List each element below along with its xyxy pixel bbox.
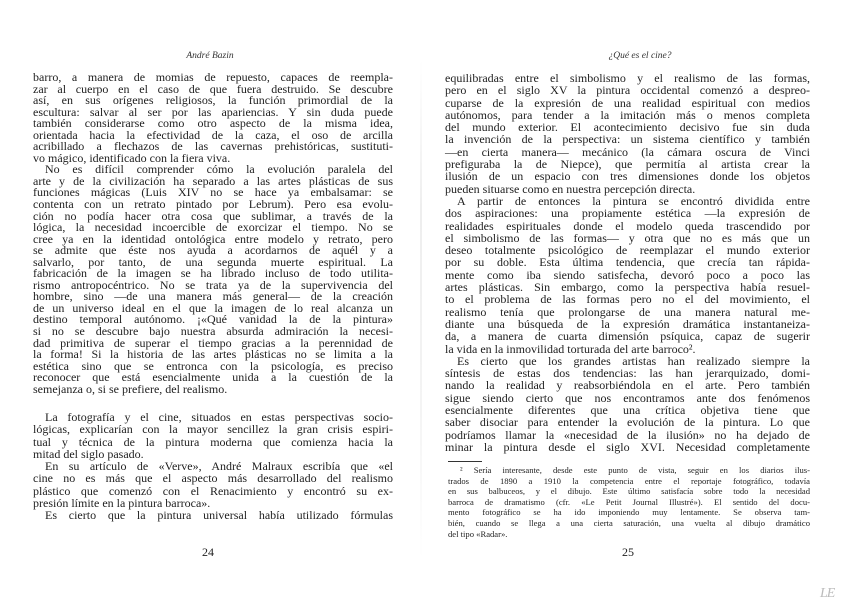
page-number: 24	[202, 545, 214, 559]
text-line: así, en sus orígenes religiosos, la función primordial de la	[33, 93, 393, 108]
text-line: vo mágico, identificado con la fiera viva.	[33, 150, 231, 165]
text-line: funciones mágicas (Luis XIV no se hace ya embalsamar: se	[33, 185, 393, 200]
handwritten-margin-note: LE	[820, 586, 835, 601]
body-text-block	[33, 411, 393, 522]
text-line: síntesis de estas dos tendencias: las han jerarquizado, domi-	[445, 366, 810, 381]
text-line: No es difícil comprender cómo la evolución paralela del	[45, 162, 393, 177]
text-line: cine no es más que el aspecto más desarrollado del realismo	[33, 471, 393, 486]
paragraph	[33, 460, 393, 509]
text-line: estética sino que se entronca con la psicología, es preciso	[33, 358, 393, 373]
text-line: ilusión de un espacio con tres dimensiones donde los objetos	[445, 169, 810, 184]
text-line: plástico que comenzó con el Renacimiento y encontró su ex-	[33, 483, 393, 498]
paragraph	[445, 195, 810, 355]
text-line: hombre, sino —de una manera más general— de la creación	[33, 289, 393, 304]
text-line: En su artículo de «Verve», André Malraux escribía que «el	[45, 459, 393, 474]
text-line: zar al cuerpo en el caso de que fuera destruido. Se descubre	[33, 81, 393, 96]
paragraph	[33, 164, 393, 395]
book-gutter	[420, 60, 422, 560]
text-line: semejanza o, si se prefiere, del realismo.	[33, 381, 228, 396]
running-head-author: André Bazin	[186, 51, 234, 61]
paragraph	[33, 72, 393, 164]
paragraph	[445, 72, 810, 195]
text-line: saber disociar para entender la evolución de la pintura. Lo que	[445, 415, 810, 430]
footnote	[448, 465, 810, 539]
text-line: orientada hacia la efectividad de la caza, el oso de arcilla	[33, 127, 393, 142]
paragraph	[33, 509, 393, 521]
text-line: se admite que éste nos ayuda a acordarnos de aquél y a	[33, 243, 393, 258]
text-line: el simbolismo de las formas— y otra que no es más que un	[445, 230, 810, 245]
text-line: contenta con un retrato pintado por Lebrum). Pero esa evolu-	[33, 197, 393, 212]
text-line: la forma! Si la historia de las artes plásticas no se limita a la	[33, 347, 393, 362]
footnote-line: barroca de dramatismo (cfr. «Le Petit Journal Illustré»). El sentido del docu-	[448, 496, 810, 507]
text-line: si no se descubre bajo nuestra absurda admiración la necesi-	[33, 324, 393, 339]
right-page	[424, 0, 848, 612]
text-line: tual y técnica de la pintura moderna que comienza hacia la	[33, 434, 393, 449]
text-line: arte y de la civilización ha separado a las artes plásticas de sus	[33, 173, 393, 188]
text-line: ción no podía hacer otra cosa que sublimar, a través de la	[33, 208, 393, 223]
text-line: Es cierto que los grandes artistas han realizado siempre la	[457, 353, 810, 368]
paragraph	[445, 355, 810, 453]
text-line: artes plásticas. Sin embargo, como la perspectiva había resuel-	[445, 280, 810, 295]
text-line: minar la pintura desde el siglo XVI. Necesidad completamente	[445, 439, 810, 454]
text-line: equilibradas entre el simbolismo y el realismo de las formas,	[445, 71, 810, 85]
page-number: 25	[622, 545, 634, 559]
text-line: rismo antropocéntrico. No se trata ya de la supervivencia del	[33, 277, 393, 292]
text-line: —en cierta manera— mecánico (la cámara oscura de Vinci	[445, 144, 810, 159]
text-line: acribillado a flechazos de las cavernas prehistóricas, sustituti-	[33, 139, 393, 154]
footnote-line: en sus balbuceos, y el dibujo. Este último satisfacía sobre todo la necesidad	[448, 486, 810, 497]
text-line: diante una búsqueda de la expresión dramática instantaneiza-	[445, 316, 810, 331]
text-line: to el problema de las formas pero no el del movimiento, el	[445, 292, 810, 307]
paragraph	[33, 411, 393, 460]
text-line: deseo totalmente psicológico de reemplazar el mundo exterior	[445, 243, 810, 258]
text-line: lógica, la necesidad incoercible de exorcizar el tiempo. No se	[33, 220, 393, 235]
text-line: escultura: salvar al ser por las apariencias. Y sin duda puede	[33, 104, 393, 119]
footnote-divider	[448, 461, 482, 462]
text-line: autónomos, para tender a la imitación más o menos completa	[445, 107, 810, 122]
text-line: nando la realidad y reabsorbiéndola en el arte. Pero también	[445, 378, 810, 393]
text-line: cuparse de la expresión de una realidad espiritual con medios	[445, 95, 810, 110]
text-line: la invención de la perspectiva: un sistema científico y también	[445, 132, 810, 147]
text-line: barro, a manera de momias de repuesto, capaces de reempla-	[33, 70, 393, 84]
text-line: pero en el siglo XV la pintura occidental comenzó a despreo-	[445, 83, 810, 98]
text-line: también considerarse como otro aspecto de la misma idea,	[33, 116, 393, 131]
footnote-line: trados de 1890 a 1910 la competencia entre el reportaje fotográfico, todavía	[448, 475, 810, 486]
text-line: dad primitiva de superar el tiempo gracias a la perennidad de	[33, 335, 393, 350]
footnote-line: mento fotográfico se ha ido imponiendo muy lentamente. Se observa tam-	[448, 507, 810, 518]
text-line: reconocer que está esencialmente unida a la cuestión de la	[33, 370, 393, 385]
left-page	[0, 0, 420, 612]
footnote-line: ² Sería interesante, desde este punto de vista, seguir en los diarios ilus-	[460, 465, 810, 475]
text-line: fabricación de la imagen se ha librado incluso de todo utilita-	[33, 266, 393, 281]
text-line: Es cierto que la pintura universal había utilizado fórmulas	[45, 508, 393, 523]
body-text-block	[445, 72, 810, 453]
text-line: mitad del siglo pasado.	[33, 446, 144, 461]
text-line: prefiguraba la de Niepce), que permitía al artista crear la	[445, 157, 810, 172]
text-line: lógicas, explicarían con la mayor sencillez la gran crisis espiri-	[33, 422, 393, 437]
body-text-block	[33, 72, 393, 395]
text-line: del mundo exterior. El acontecimiento decisivo fue sin duda	[445, 120, 810, 135]
text-line: da, a manera de cuarta dimensión psíquica, capaz de sugerir	[445, 329, 810, 344]
text-line: realidades espirituales donde el modelo queda trascendido por	[445, 218, 810, 233]
text-line: por su doble. Esta última tendencia, que crecía tan rápida-	[445, 255, 810, 270]
text-line: salvarlo, por tanto, de una segunda muerte espiritual. La	[33, 254, 393, 269]
text-line: dos aspiraciones: una propiamente estética —la expresión de	[445, 206, 810, 221]
text-line: destino temporal autónomo. ¡«Qué vanidad la de la pintura»	[33, 312, 393, 327]
running-head-title: ¿Qué es el cine?	[608, 51, 672, 61]
footnote-line: del tipo «Radar».	[448, 528, 508, 539]
footnote-line: bién, cuando se llega a una cierta saturación, una vuelta al dibujo dramático	[448, 517, 810, 528]
text-line: la vida en la inmovilidad torturada del arte barroco².	[445, 341, 696, 356]
text-line: realismo tenía que prolongarse de una manera natural me-	[445, 304, 810, 319]
text-line: pueden situarse como en nuestra percepción directa.	[445, 181, 696, 196]
text-line: cree ya en la identidad ontológica entre modelo y retrato, pero	[33, 231, 393, 246]
text-line: A partir de entonces la pintura se encontró dividida entre	[457, 193, 810, 208]
text-line: podríamos llamar la «necesidad de la ilusión» no ha dejado de	[445, 427, 810, 442]
text-line: presión límite en la pintura barroca».	[33, 496, 211, 511]
text-line: de un universo ideal en el que la imagen de lo real alcanza un	[33, 300, 393, 315]
text-line: sigue siendo cierto que nos encontramos ante dos fenómenos	[445, 390, 810, 405]
text-line: esencialmente diferentes que una crítica objetiva tiene que	[445, 403, 810, 418]
text-line: mente como iba siendo satisfecha, devoró poco a poco las	[445, 267, 810, 282]
text-line: La fotografía y el cine, situados en estas perspectivas socio-	[45, 410, 393, 424]
